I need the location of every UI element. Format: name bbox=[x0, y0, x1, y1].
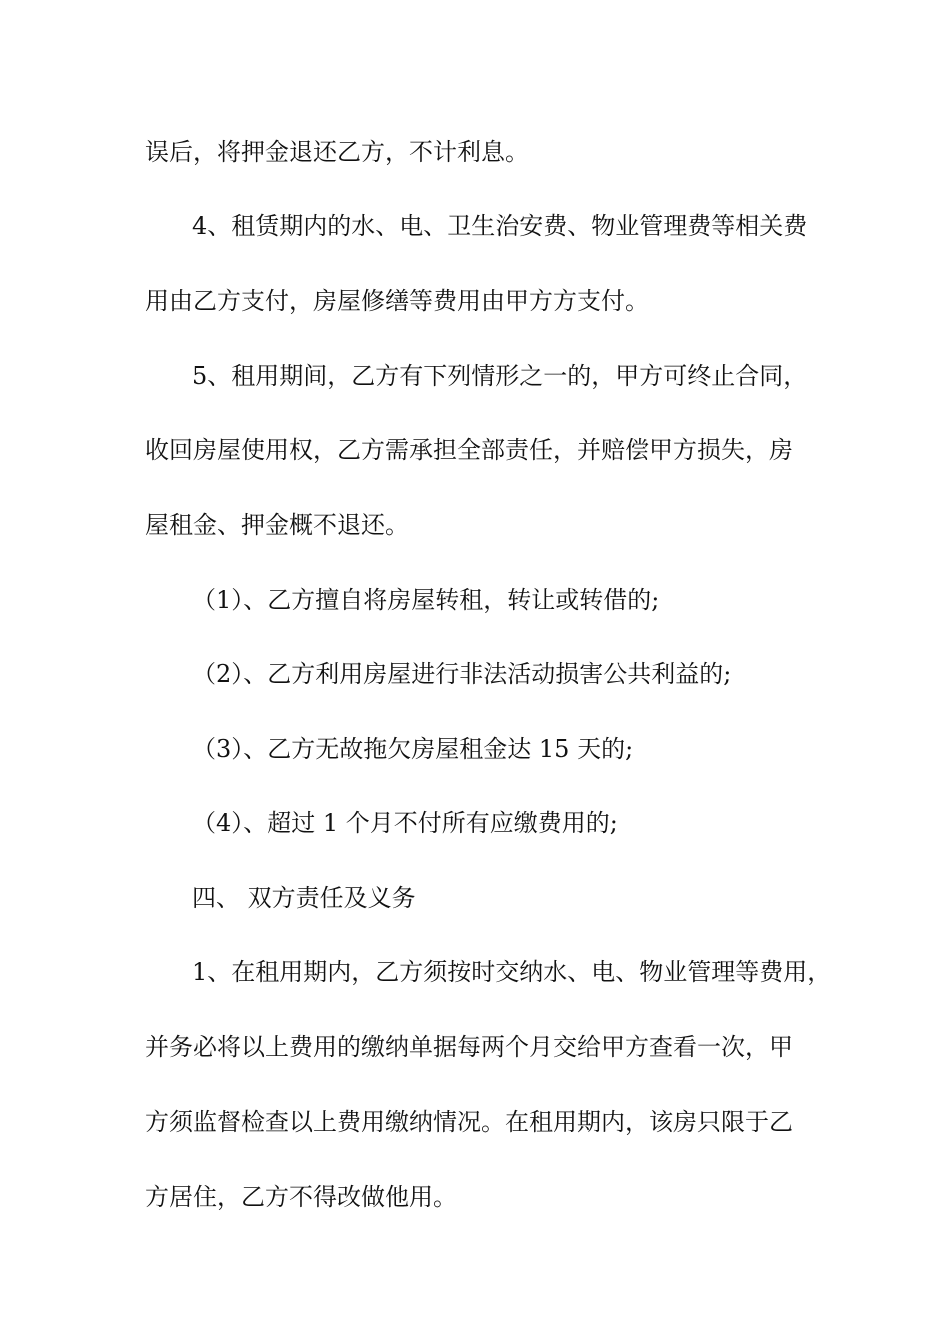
paragraph-line: 屋租金、押金概不退还。 bbox=[145, 511, 409, 539]
paragraph-line: 1、在租用期内，乙方须按时交纳水、电、物业管理等费用， bbox=[192, 958, 832, 986]
paragraph-line: 用由乙方支付，房屋修缮等费用由甲方方支付。 bbox=[145, 287, 649, 315]
paragraph-line: 误后，将押金退还乙方，不计利息。 bbox=[145, 138, 529, 166]
list-item: （3）、乙方无故拖欠房屋租金达 15 天的; bbox=[192, 735, 634, 763]
paragraph-line: 5、租用期间，乙方有下列情形之一的，甲方可终止合同， bbox=[192, 362, 808, 390]
section-heading: 四、 双方责任及义务 bbox=[192, 884, 416, 912]
paragraph-line: 方须监督检查以上费用缴纳情况。在租用期内，该房只限于乙 bbox=[145, 1108, 793, 1136]
paragraph-line: 方居住，乙方不得改做他用。 bbox=[145, 1183, 457, 1211]
paragraph-line: 并务必将以上费用的缴纳单据每两个月交给甲方查看一次，甲 bbox=[145, 1033, 793, 1061]
list-item: （1）、乙方擅自将房屋转租，转让或转借的; bbox=[192, 586, 660, 614]
list-item: （4）、超过 1 个月不付所有应缴费用的; bbox=[192, 809, 618, 837]
paragraph-line: 收回房屋使用权，乙方需承担全部责任，并赔偿甲方损失，房 bbox=[145, 436, 793, 464]
list-item: （2）、乙方利用房屋进行非法活动损害公共利益的; bbox=[192, 660, 732, 688]
paragraph-line: 4、租赁期内的水、电、卫生治安费、物业管理费等相关费 bbox=[192, 212, 808, 240]
